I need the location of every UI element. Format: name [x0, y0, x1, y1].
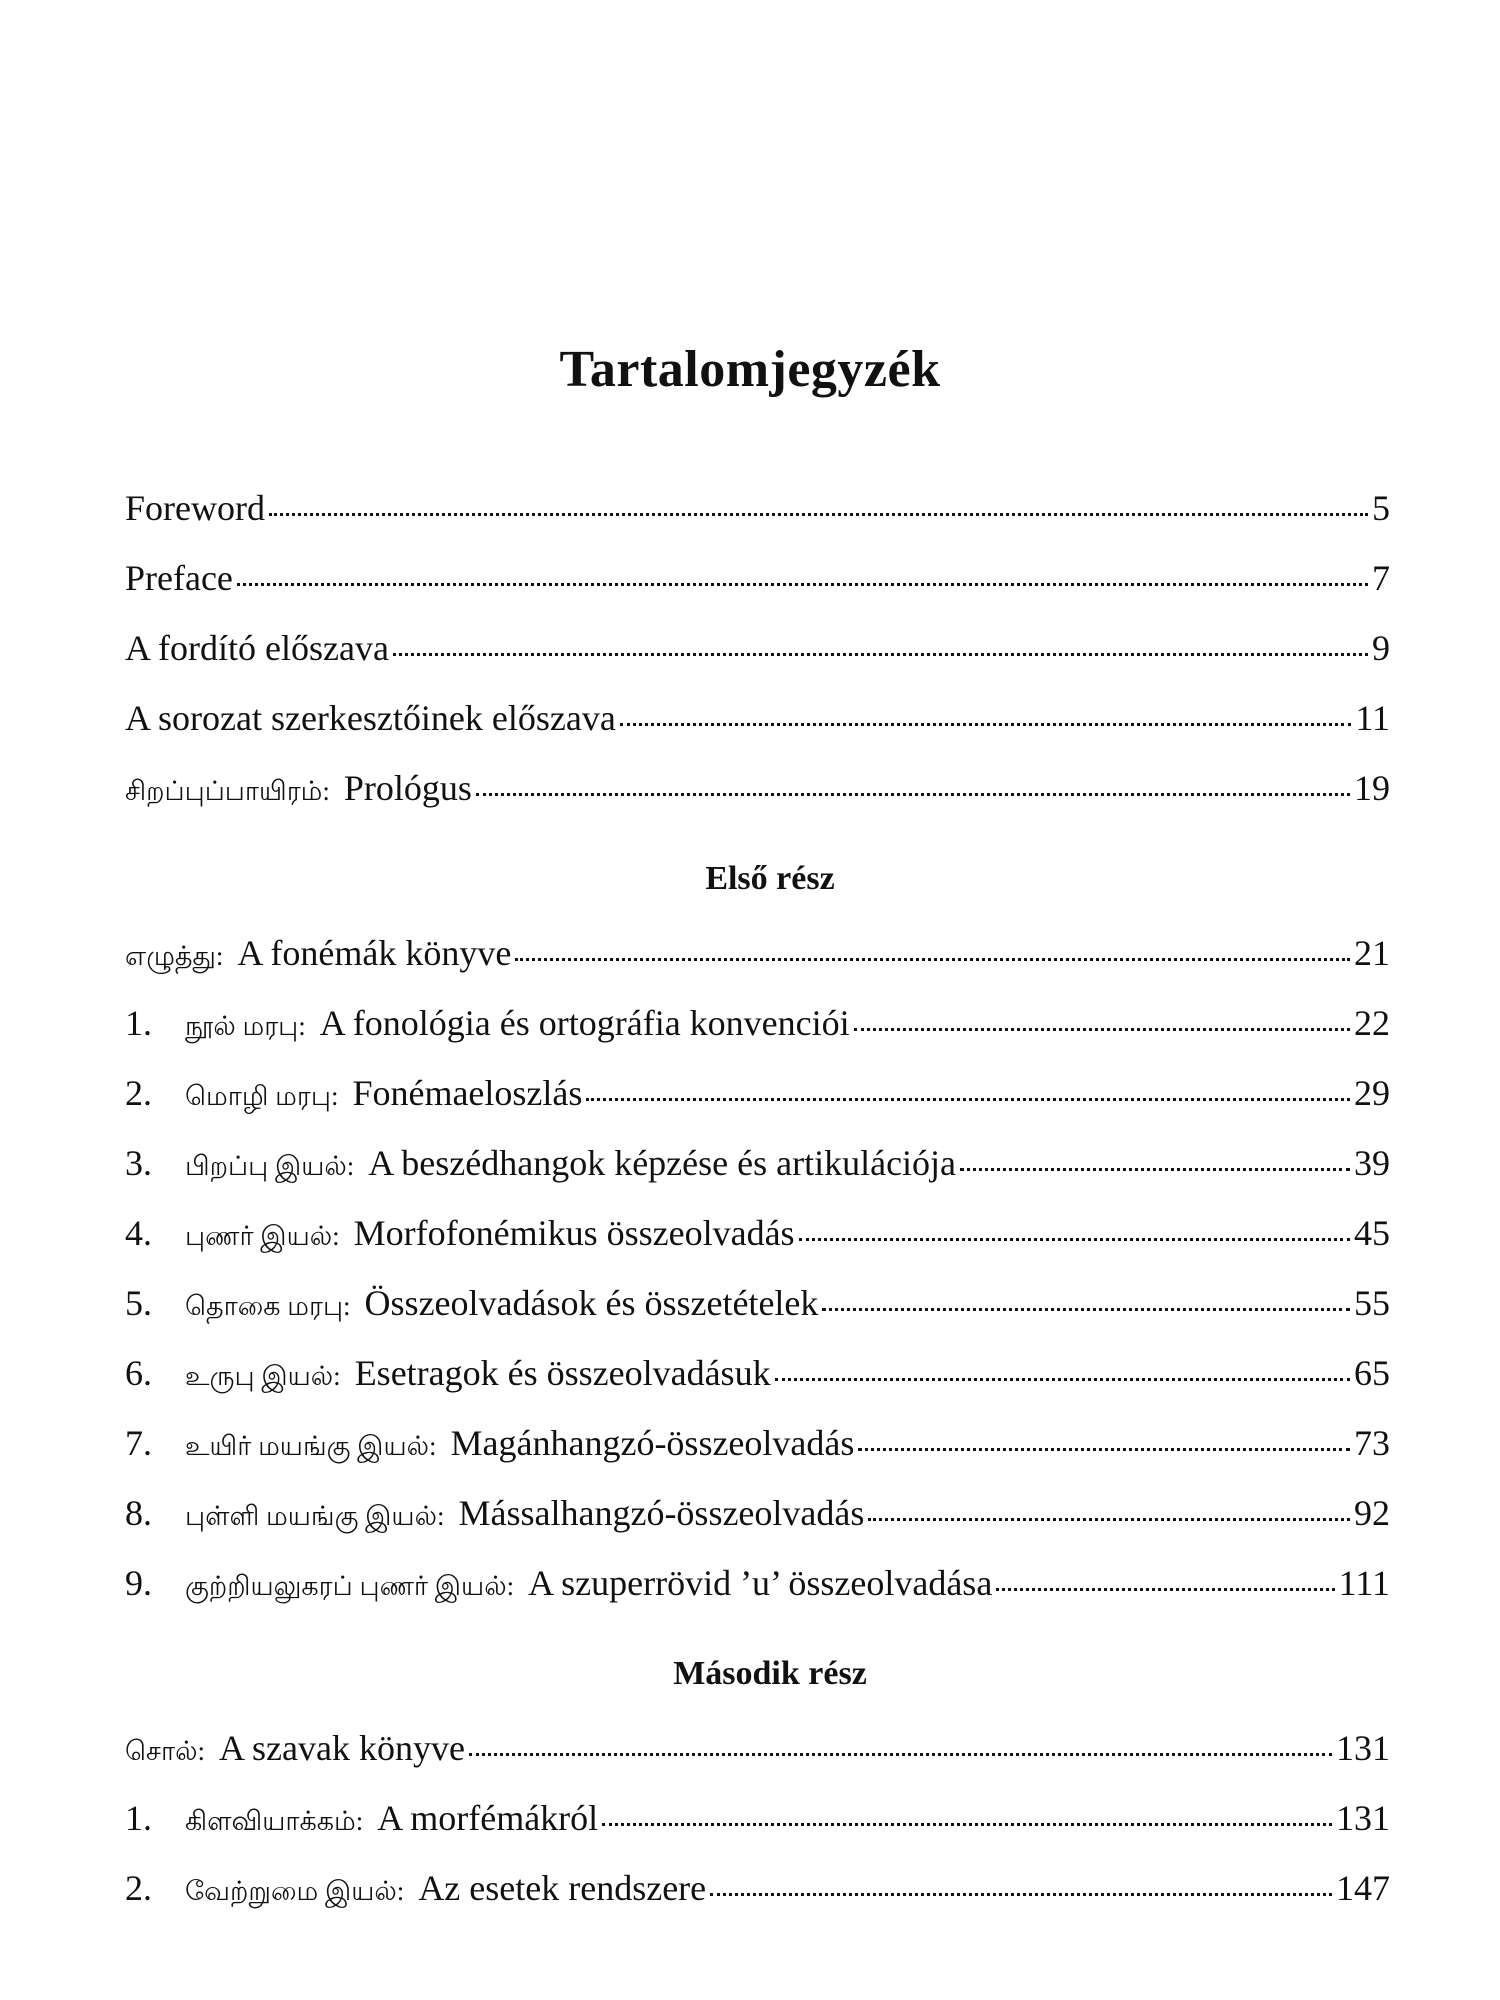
entry-label: A szuperrövid ’u’ összeolvadása	[528, 1563, 993, 1603]
entry-page: 19	[1354, 768, 1390, 808]
entry-label: A sorozat szerkesztőinek előszava	[125, 698, 616, 738]
entry-page: 131	[1336, 1798, 1390, 1838]
entry-page: 21	[1354, 933, 1390, 973]
dot-leader	[799, 1228, 1350, 1241]
dot-leader	[775, 1368, 1350, 1381]
entry-tamil-title: உருபு இயல்:	[185, 1361, 341, 1391]
entry-label: A fordító előszava	[125, 628, 389, 668]
entry-page: 147	[1336, 1868, 1390, 1908]
entry-page: 111	[1338, 1563, 1390, 1603]
chapter-number: 1.	[125, 1798, 152, 1838]
entry-tamil-title: மொழி மரபு:	[185, 1081, 339, 1111]
entry-page: 5	[1372, 488, 1390, 528]
dot-leader	[960, 1158, 1350, 1171]
dot-leader	[237, 573, 1368, 586]
dot-leader	[822, 1298, 1350, 1311]
entry-tamil-title: நூல் மரபு:	[185, 1011, 306, 1041]
toc-entry-part1-ch1	[125, 998, 1390, 1048]
entry-page: 92	[1354, 1493, 1390, 1533]
toc-entry-translator-preface	[125, 623, 1390, 673]
toc-entry-foreword	[125, 483, 1390, 533]
entry-label: Az esetek rendszere	[418, 1868, 707, 1908]
dot-leader	[515, 948, 1350, 961]
entry-tamil-title: உயிர் மயங்கு இயல்:	[185, 1431, 437, 1461]
chapter-number: 3.	[125, 1143, 152, 1183]
entry-page: 45	[1354, 1213, 1390, 1253]
entry-page: 29	[1354, 1073, 1390, 1113]
entry-label: Morfofonémikus összeolvadás	[353, 1213, 795, 1253]
part1-heading: Első rész	[705, 860, 835, 897]
entry-tamil-title: சொல்:	[125, 1736, 205, 1766]
entry-label: Magánhangzó-összeolvadás	[450, 1423, 855, 1463]
entry-label: Preface	[125, 558, 233, 598]
chapter-number: 2.	[125, 1073, 152, 1113]
toc-entry-part1-book	[125, 928, 1390, 978]
toc-entry-part1-ch6	[125, 1348, 1390, 1398]
entry-page: 7	[1372, 558, 1390, 598]
toc-entry-part1-ch4	[125, 1208, 1390, 1258]
part2-heading: Második rész	[673, 1655, 867, 1692]
entry-page: 11	[1355, 698, 1390, 738]
entry-label: Mássalhangzó-összeolvadás	[458, 1493, 865, 1533]
entry-label: Foreword	[125, 488, 265, 528]
entry-label: A fonémák könyve	[237, 933, 512, 973]
entry-tamil-title: பிறப்பு இயல்:	[185, 1151, 355, 1181]
dot-leader	[710, 1883, 1332, 1896]
toc-entry-part2-ch2	[125, 1863, 1390, 1913]
entry-label: Esetragok és összeolvadásuk	[354, 1353, 771, 1393]
entry-tamil-title: சிறப்புப்பாயிரம்:	[125, 776, 330, 806]
entry-label: A szavak könyve	[219, 1728, 465, 1768]
entry-page: 65	[1354, 1353, 1390, 1393]
chapter-number: 5.	[125, 1283, 152, 1323]
entry-tamil-title: வேற்றுமை இயல்:	[185, 1876, 405, 1906]
chapter-number: 6.	[125, 1353, 152, 1393]
entry-label: A beszédhangok képzése és artikulációja	[368, 1143, 957, 1183]
entry-page: 131	[1336, 1728, 1390, 1768]
entry-label: Összeolvadások és összetételek	[364, 1283, 819, 1323]
chapter-number: 1.	[125, 1003, 152, 1043]
entry-page: 22	[1354, 1003, 1390, 1043]
toc-entry-part1-ch5	[125, 1278, 1390, 1328]
dot-leader	[858, 1438, 1350, 1451]
toc-entry-part1-ch9	[125, 1558, 1390, 1608]
toc-entry-part2-ch1	[125, 1793, 1390, 1843]
toc-entry-preface	[125, 553, 1390, 603]
dot-leader	[854, 1018, 1350, 1031]
dot-leader	[868, 1508, 1350, 1521]
toc-entry-part1-ch7	[125, 1418, 1390, 1468]
toc-entry-part1-ch8	[125, 1488, 1390, 1538]
page-title: Tartalomjegyzék	[559, 341, 941, 398]
dot-leader	[996, 1578, 1334, 1591]
entry-label: A morfémákról	[377, 1798, 599, 1838]
chapter-number: 4.	[125, 1213, 152, 1253]
dot-leader	[620, 713, 1352, 726]
entry-page: 39	[1354, 1143, 1390, 1183]
entry-tamil-title: குற்றியலுகரப் புணர் இயல்:	[185, 1571, 515, 1601]
entry-page: 55	[1354, 1283, 1390, 1323]
dot-leader	[393, 643, 1368, 656]
entry-tamil-title: தொகை மரபு:	[185, 1291, 351, 1321]
dot-leader	[269, 503, 1368, 516]
toc-entry-editors-preface	[125, 693, 1390, 743]
entry-tamil-title: கிளவியாக்கம்:	[185, 1806, 364, 1836]
entry-label: A fonológia és ortográfia konvenciói	[319, 1003, 850, 1043]
dot-leader	[602, 1813, 1332, 1826]
dot-leader	[469, 1743, 1332, 1756]
chapter-number: 8.	[125, 1493, 152, 1533]
toc-entry-prologue	[125, 763, 1390, 813]
chapter-number: 2.	[125, 1868, 152, 1908]
entry-page: 73	[1354, 1423, 1390, 1463]
toc-entry-part2-book	[125, 1723, 1390, 1773]
entry-tamil-title: புள்ளி மயங்கு இயல்:	[185, 1501, 445, 1531]
dot-leader	[586, 1088, 1350, 1101]
dot-leader	[476, 783, 1350, 796]
toc-entry-part1-ch3	[125, 1138, 1390, 1188]
entry-tamil-title: புணர் இயல்:	[185, 1221, 340, 1251]
entry-page: 9	[1372, 628, 1390, 668]
chapter-number: 9.	[125, 1563, 152, 1603]
chapter-number: 7.	[125, 1423, 152, 1463]
toc-entry-part1-ch2	[125, 1068, 1390, 1118]
entry-tamil-title: எழுத்து:	[125, 941, 224, 971]
entry-label: Prológus	[343, 768, 472, 808]
entry-label: Fonémaeloszlás	[352, 1073, 583, 1113]
